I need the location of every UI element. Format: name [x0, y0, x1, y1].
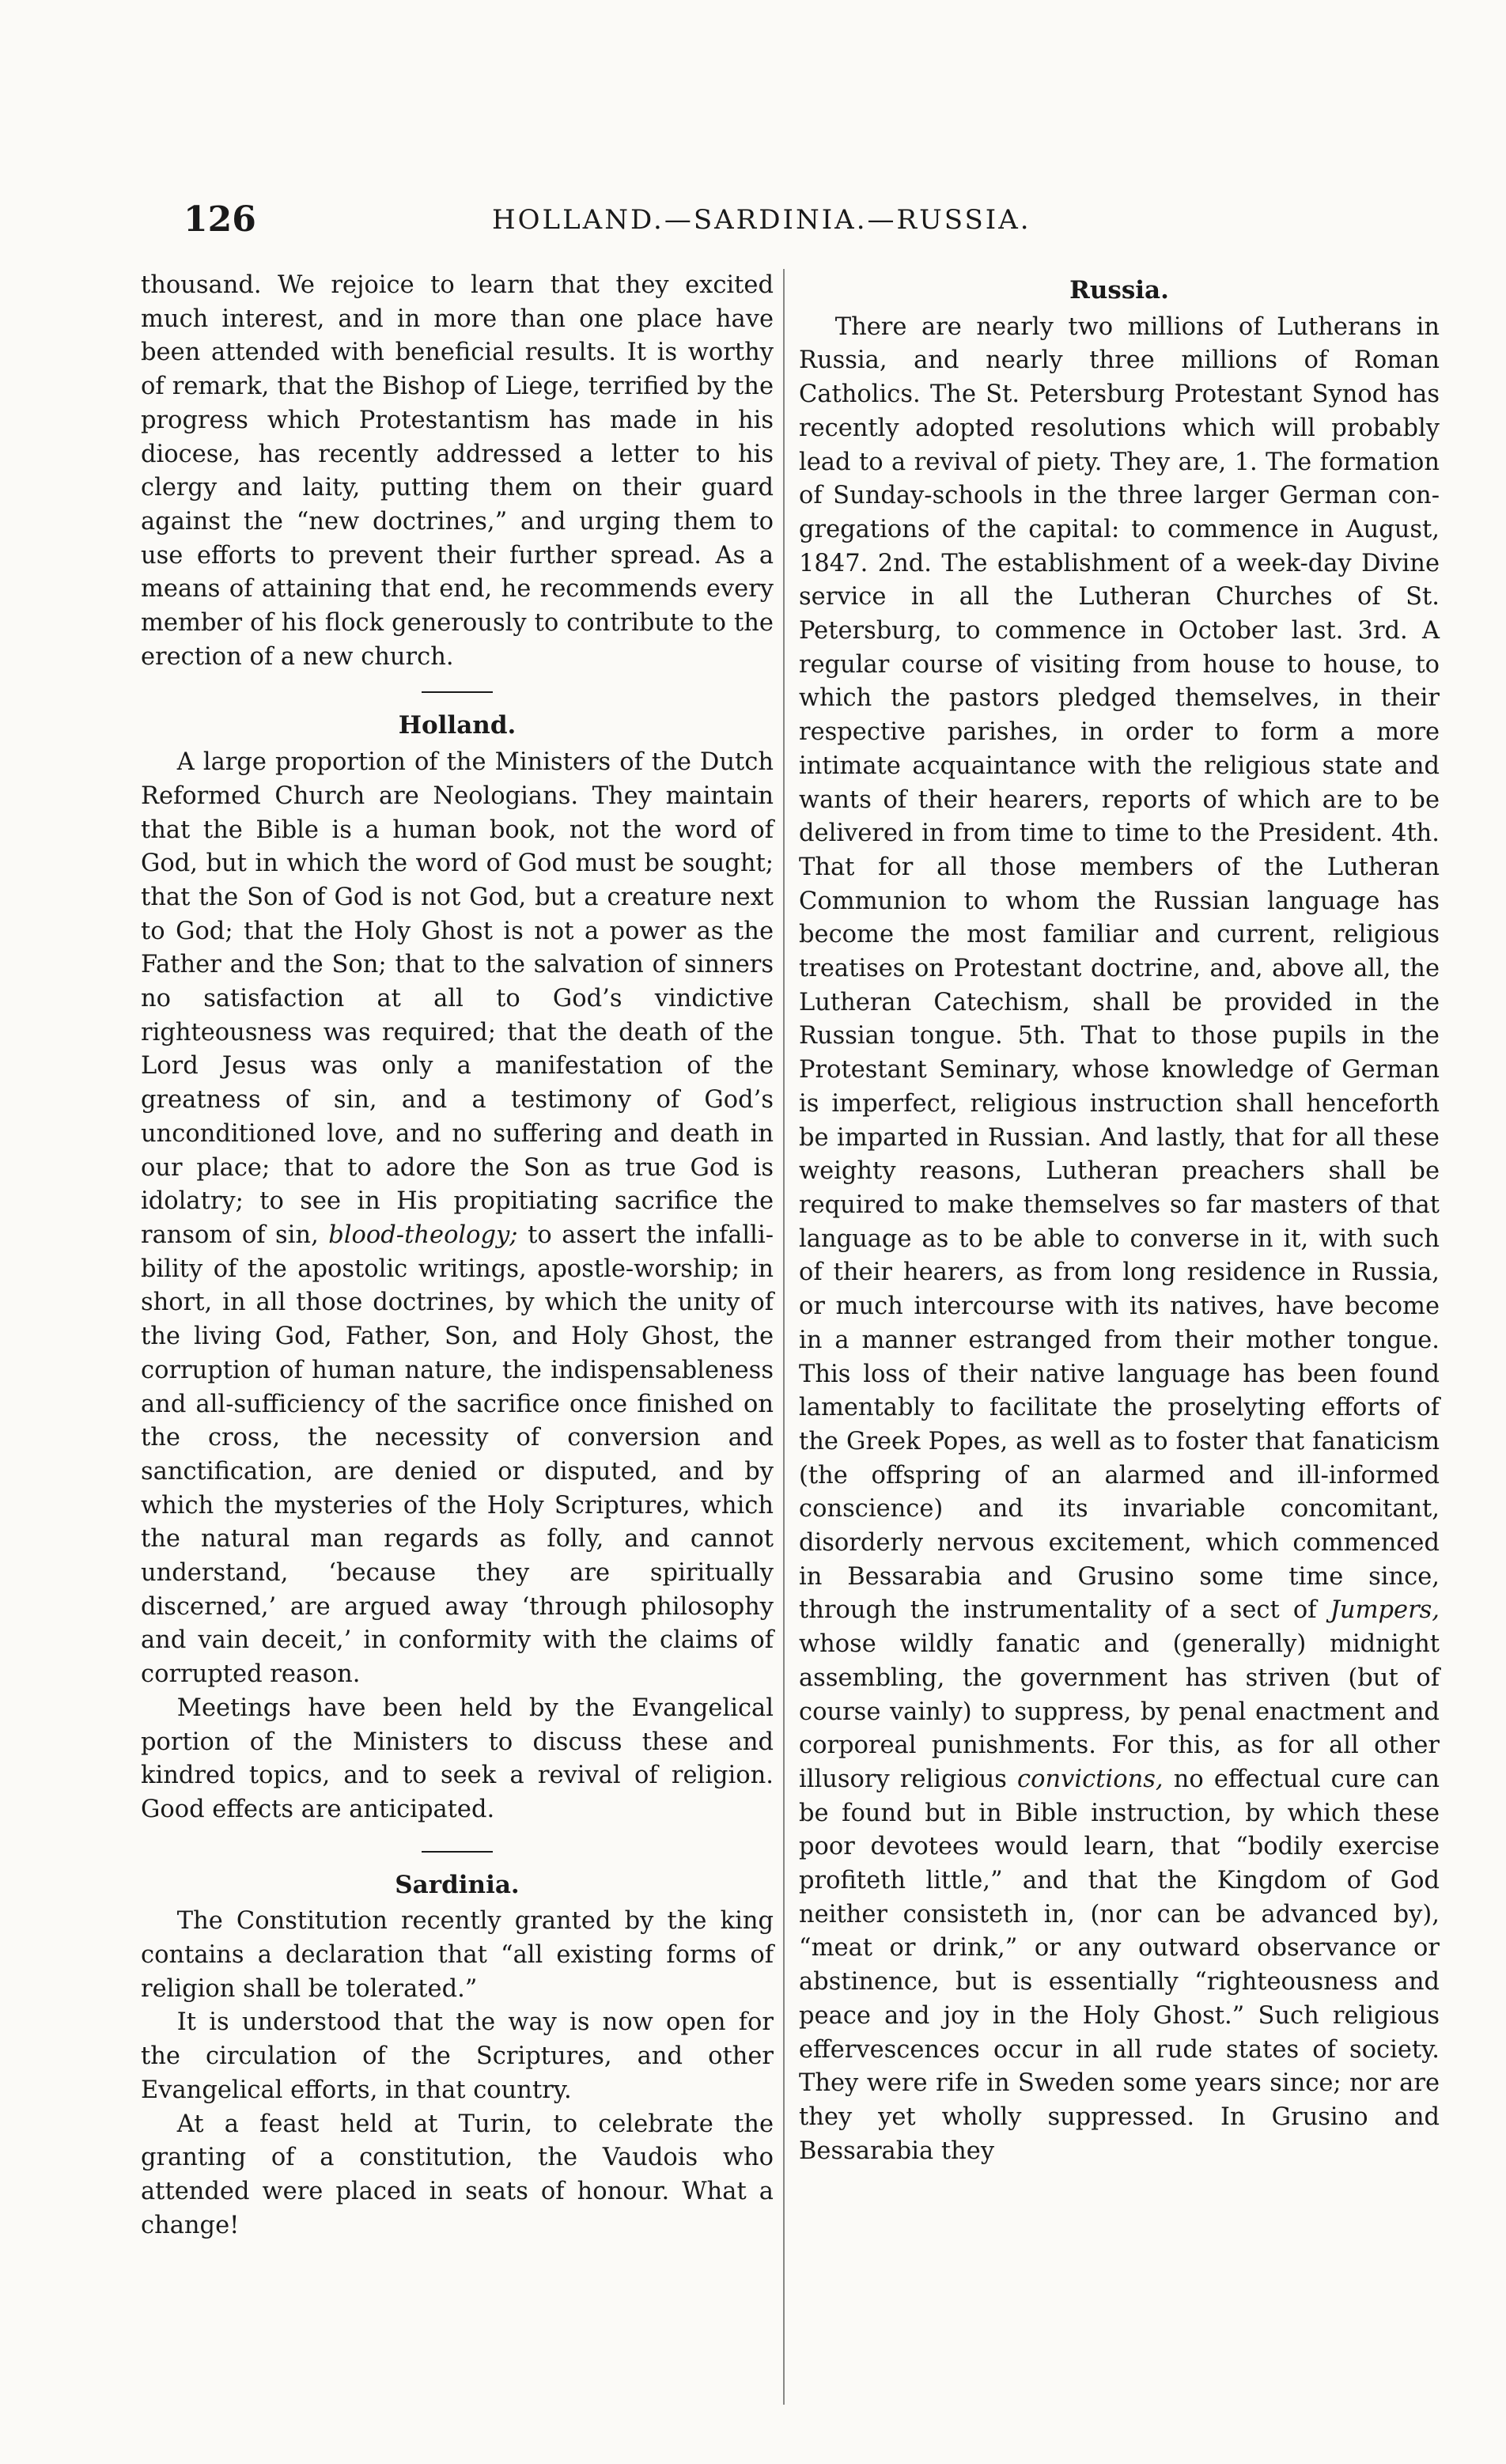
- holland-p1-text: A large proportion of the Ministers of the Dutch Reformed Church are Neologians. They maintain that the Bible is a human book, not the word of God, but in which the word of God must be sought; that the Son of God is not God, but a creature next to God; that the Holy Ghost is not a power as the Father and the Son; that to the salvation of sinners no satisfaction at all to God’s vindictive righteousness was required; that the death of the Lord Jesus was only a manifestation of the greatness of sin, and a testimony of God’s unconditioned love, and no suffering and death in our place; that to adore the Son as true God is idolatry; to see in His propitiating sacrifice the ransom of sin,: [141, 748, 774, 1249]
- russia-p1-c: no effectual cure can be found but in Bible instruction, by which these poor devotees would learn, that “bodily exercise profiteth little,” and that the Kingdom of God neither consisteth in, (nor can be advanced by), “meat or drink,” or any outward observance or abstinence, but is essentially “righteousness and peace and joy in the Holy Ghost.” Such religious effervescences occur in all rude states of society. They were rife in Sweden some years since; nor are they yet wholly suppressed. In Grusino and Bessarabia they: [799, 1765, 1440, 2165]
- holland-paragraph-1: [141, 746, 774, 1692]
- russia-paragraph-1: [799, 311, 1440, 2169]
- russia-p1-a: There are nearly two millions of Lutherans in Russia, and nearly three millions of Roman Catholics. The St. Petersburg Protestant Synod has recently adopted resolutions which will probably lead to a revival of piety. They are, 1. The formation of Sunday-schools in the three larger German congregations of the capital: to commence in August, 1847. 2nd. The establishment of a week-day Divine service in all the Lutheran Churches of St. Petersburg, to commence in October last. 3rd. A regular course of visiting from house to house, to which the pastors pledged themselves, in their respective parishes, in order to form a more intimate acquaintance with the religious state and wants of their hearers, reports of which are to be delivered in from time to time to the President. 4th. That for all those members of the Lutheran Communion to whom the Russian language has become the most familiar and current, religious treatises on Protestant doctrine, and, above all, the Lutheran Catechism, shall be provided in the Russian tongue. 5th. That to those pupils in the Protestant Seminary, whose knowledge of German is imperfect, religious instruction shall henceforth be imparted in Russian. And lastly, that for all these weighty reasons, Lutheran preachers shall be required to make themselves so far masters of that language as to be able to converse in it, with such of their hearers, as from long residence in Russia, or much intercourse with its natives, have become in a manner estranged from their mother tongue. This loss of their native language has been found lamentably to facilitate the proselyting efforts of the Greek Popes, as well as to foster that fanaticism (the offspring of an alarmed and ill-informed conscience) and its invariable concomitant, disorderly nervous excitement, which commenced in Bessarabia and Grusino some time since, through the instrumentality of a sect of: [799, 312, 1440, 1625]
- column-divider: [783, 269, 785, 2405]
- sardinia-heading: Sardinia.: [395, 1870, 520, 1899]
- right-column: [799, 269, 1440, 2168]
- left-column: [141, 269, 774, 2243]
- running-head: [184, 199, 1449, 255]
- holland-p1-end: to assert the infallibility of the apostolic writings, apostle-worship; in short, in all those doctrines, by which the unity of the living God, Father, Son, and Holy Ghost, the corruption of human nature, the indispensableness and all-sufficiency of the sacrifice once finished on the cross, the necessity of conversion and sanctification, are denied or disputed, and by which the mysteries of the Holy Scriptures, which the natural man regards as folly, and cannot understand, ‘because they are spiritually discerned,’ are argued away ‘through philosophy and vain deceit,’ in conformity with the claims of corrupted reason.: [141, 1221, 774, 1689]
- sardinia-paragraph-2: It is understood that the way is now open for the circulation of the Scriptures, and other Evangelical efforts, in that country.: [141, 2008, 774, 2104]
- intro-paragraph: thousand. We rejoice to learn that they excited much interest, and in more than one place have been attended with beneficial results. It is worthy of remark, that the Bishop of Liege, terrified by the progress which Protestantism has made in his diocese, has recently addressed a letter to his clergy and laity, putting them on their guard against the “new doctrines,” and urging them to use efforts to prevent their further spread. As a means of attaining that end, he recommends every member of his flock generously to contribute to the erection of a new church.: [141, 271, 774, 671]
- russia-p1-italic-2: convictions,: [1017, 1765, 1164, 1793]
- section-rule: [422, 1851, 493, 1853]
- russia-p1-italic-1: Jumpers,: [1330, 1596, 1440, 1625]
- russia-p1-b: whose wildly fanatic and (generally) midnight assembling, the government has striven (but of course vainly) to suppress, by penal enactment and corporeal punishments. For this, as for all other illusory religious: [799, 1630, 1440, 1793]
- holland-heading: Holland.: [398, 711, 517, 740]
- page-number: 126: [184, 199, 256, 240]
- sardinia-paragraph-3: At a feast held at Turin, to celebrate the granting of a constitution, the Vaudois who attended were placed in seats of honour. What a change!: [141, 2110, 774, 2239]
- russia-heading: Russia.: [1069, 276, 1169, 305]
- sardinia-paragraph-1: The Constitution recently granted by the king contains a declaration that “all existing forms of religion shall be tolerated.”: [141, 1907, 774, 2003]
- holland-p1-italic: blood-theology;: [328, 1221, 518, 1249]
- section-rule: [422, 691, 493, 693]
- running-title: HOLLAND.—SARDINIA.—RUSSIA.: [492, 204, 1031, 236]
- holland-paragraph-2: Meetings have been held by the Evangelical portion of the Ministers to discuss these and kindred topics, and to seek a revival of religion. Good effects are anticipated.: [141, 1694, 774, 1823]
